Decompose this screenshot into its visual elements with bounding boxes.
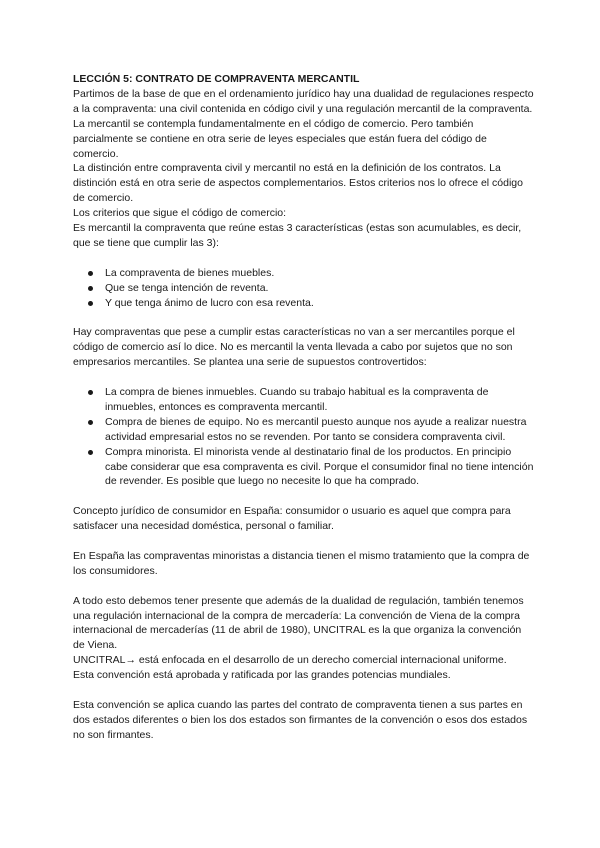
paragraph: Es mercantil la compraventa que reúne estas 3 características (estas son acumulables, es decir, que se tiene que cumplir las 3): xyxy=(73,222,522,249)
bullet-icon xyxy=(88,271,93,276)
paragraph: A todo esto debemos tener presente que además de la dualidad de regulación, también tenemos una regulación internacional de la compra de mercadería: La convención de Viena de la compra internacional de mercaderías (11 de abril de 1980), UNCITRAL es la que organiza la convención de Viena. xyxy=(73,594,524,652)
list-item: La compraventa de bienes muebles. xyxy=(73,266,534,281)
criteria-list xyxy=(73,266,534,311)
paragraph: Partimos de la base de que en el ordenamiento jurídico hay una dualidad de regulaciones respecto a la compraventa: una civil contenida en código civil y una regulación mercantil de la compraventa. La mercantil se contempla fundamentalmente en el código de comercio. Pero también parcialmente se contiene en otra serie de leyes especiales que están fuera del código de comercio. xyxy=(73,87,534,160)
paragraph: La distinción entre compraventa civil y mercantil no está en la definición de los contratos. La distinción está en otra serie de aspectos complementarios. Estos criterios nos lo ofrece el código de comercio. xyxy=(73,162,523,205)
bullet-icon xyxy=(88,301,93,306)
paragraph: Esta convención se aplica cuando las partes del contrato de compraventa tienen a sus partes en dos estados diferentes o bien los dos estados son firmantes de la convención o esos dos estados no son firmantes. xyxy=(73,698,528,741)
page-title: LECCIÓN 5: CONTRATO DE COMPRAVENTA MERCANTIL xyxy=(73,73,360,85)
bullet-icon xyxy=(88,420,93,425)
paragraph: Esta convención está aprobada y ratificada por las grandes potencias mundiales. xyxy=(73,669,451,682)
bullet-icon xyxy=(88,450,93,455)
paragraph: Los criterios que sigue el código de comercio: xyxy=(73,207,287,220)
list-item: La compra de bienes inmuebles. Cuando su trabajo habitual es la compraventa de inmuebles, entonces es compraventa mercantil. xyxy=(73,385,534,415)
list-item: Compra de bienes de equipo. No es mercantil puesto aunque nos ayude a realizar nuestra actividad empresarial estos no se revenden. Por tanto se considera compraventa civil. xyxy=(73,415,534,445)
bullet-icon xyxy=(88,390,93,395)
list-item: Y que tenga ánimo de lucro con esa reventa. xyxy=(73,296,534,311)
paragraph: UNCITRAL→ está enfocada en el desarrollo de un derecho comercial internacional uniforme. xyxy=(73,654,507,667)
controversial-list xyxy=(73,385,534,489)
list-item: Que se tenga intención de reventa. xyxy=(73,281,534,296)
list-item: Compra minorista. El minorista vende al destinatario final de los productos. En principio cabe considerar que esa compraventa es civil. Porque el consumidor final no tiene intención de revender. Es posible que luego no necesite lo que ha comprado. xyxy=(73,445,534,490)
paragraph: Hay compraventas que pese a cumplir estas características no van a ser mercantiles porque el código de comercio así lo dice. No es mercantil la venta llevada a cabo por sujetos que no son empresarios mercantiles. Se plantea una serie de supuestos controvertidos: xyxy=(73,326,515,369)
paragraph: En España las compraventas minoristas a distancia tienen el mismo tratamiento que la compra de los consumidores. xyxy=(73,549,530,577)
paragraph: Concepto jurídico de consumidor en España: consumidor o usuario es aquel que compra para satisfacer una necesidad doméstica, personal o familiar. xyxy=(73,505,511,533)
bullet-icon xyxy=(88,286,93,291)
